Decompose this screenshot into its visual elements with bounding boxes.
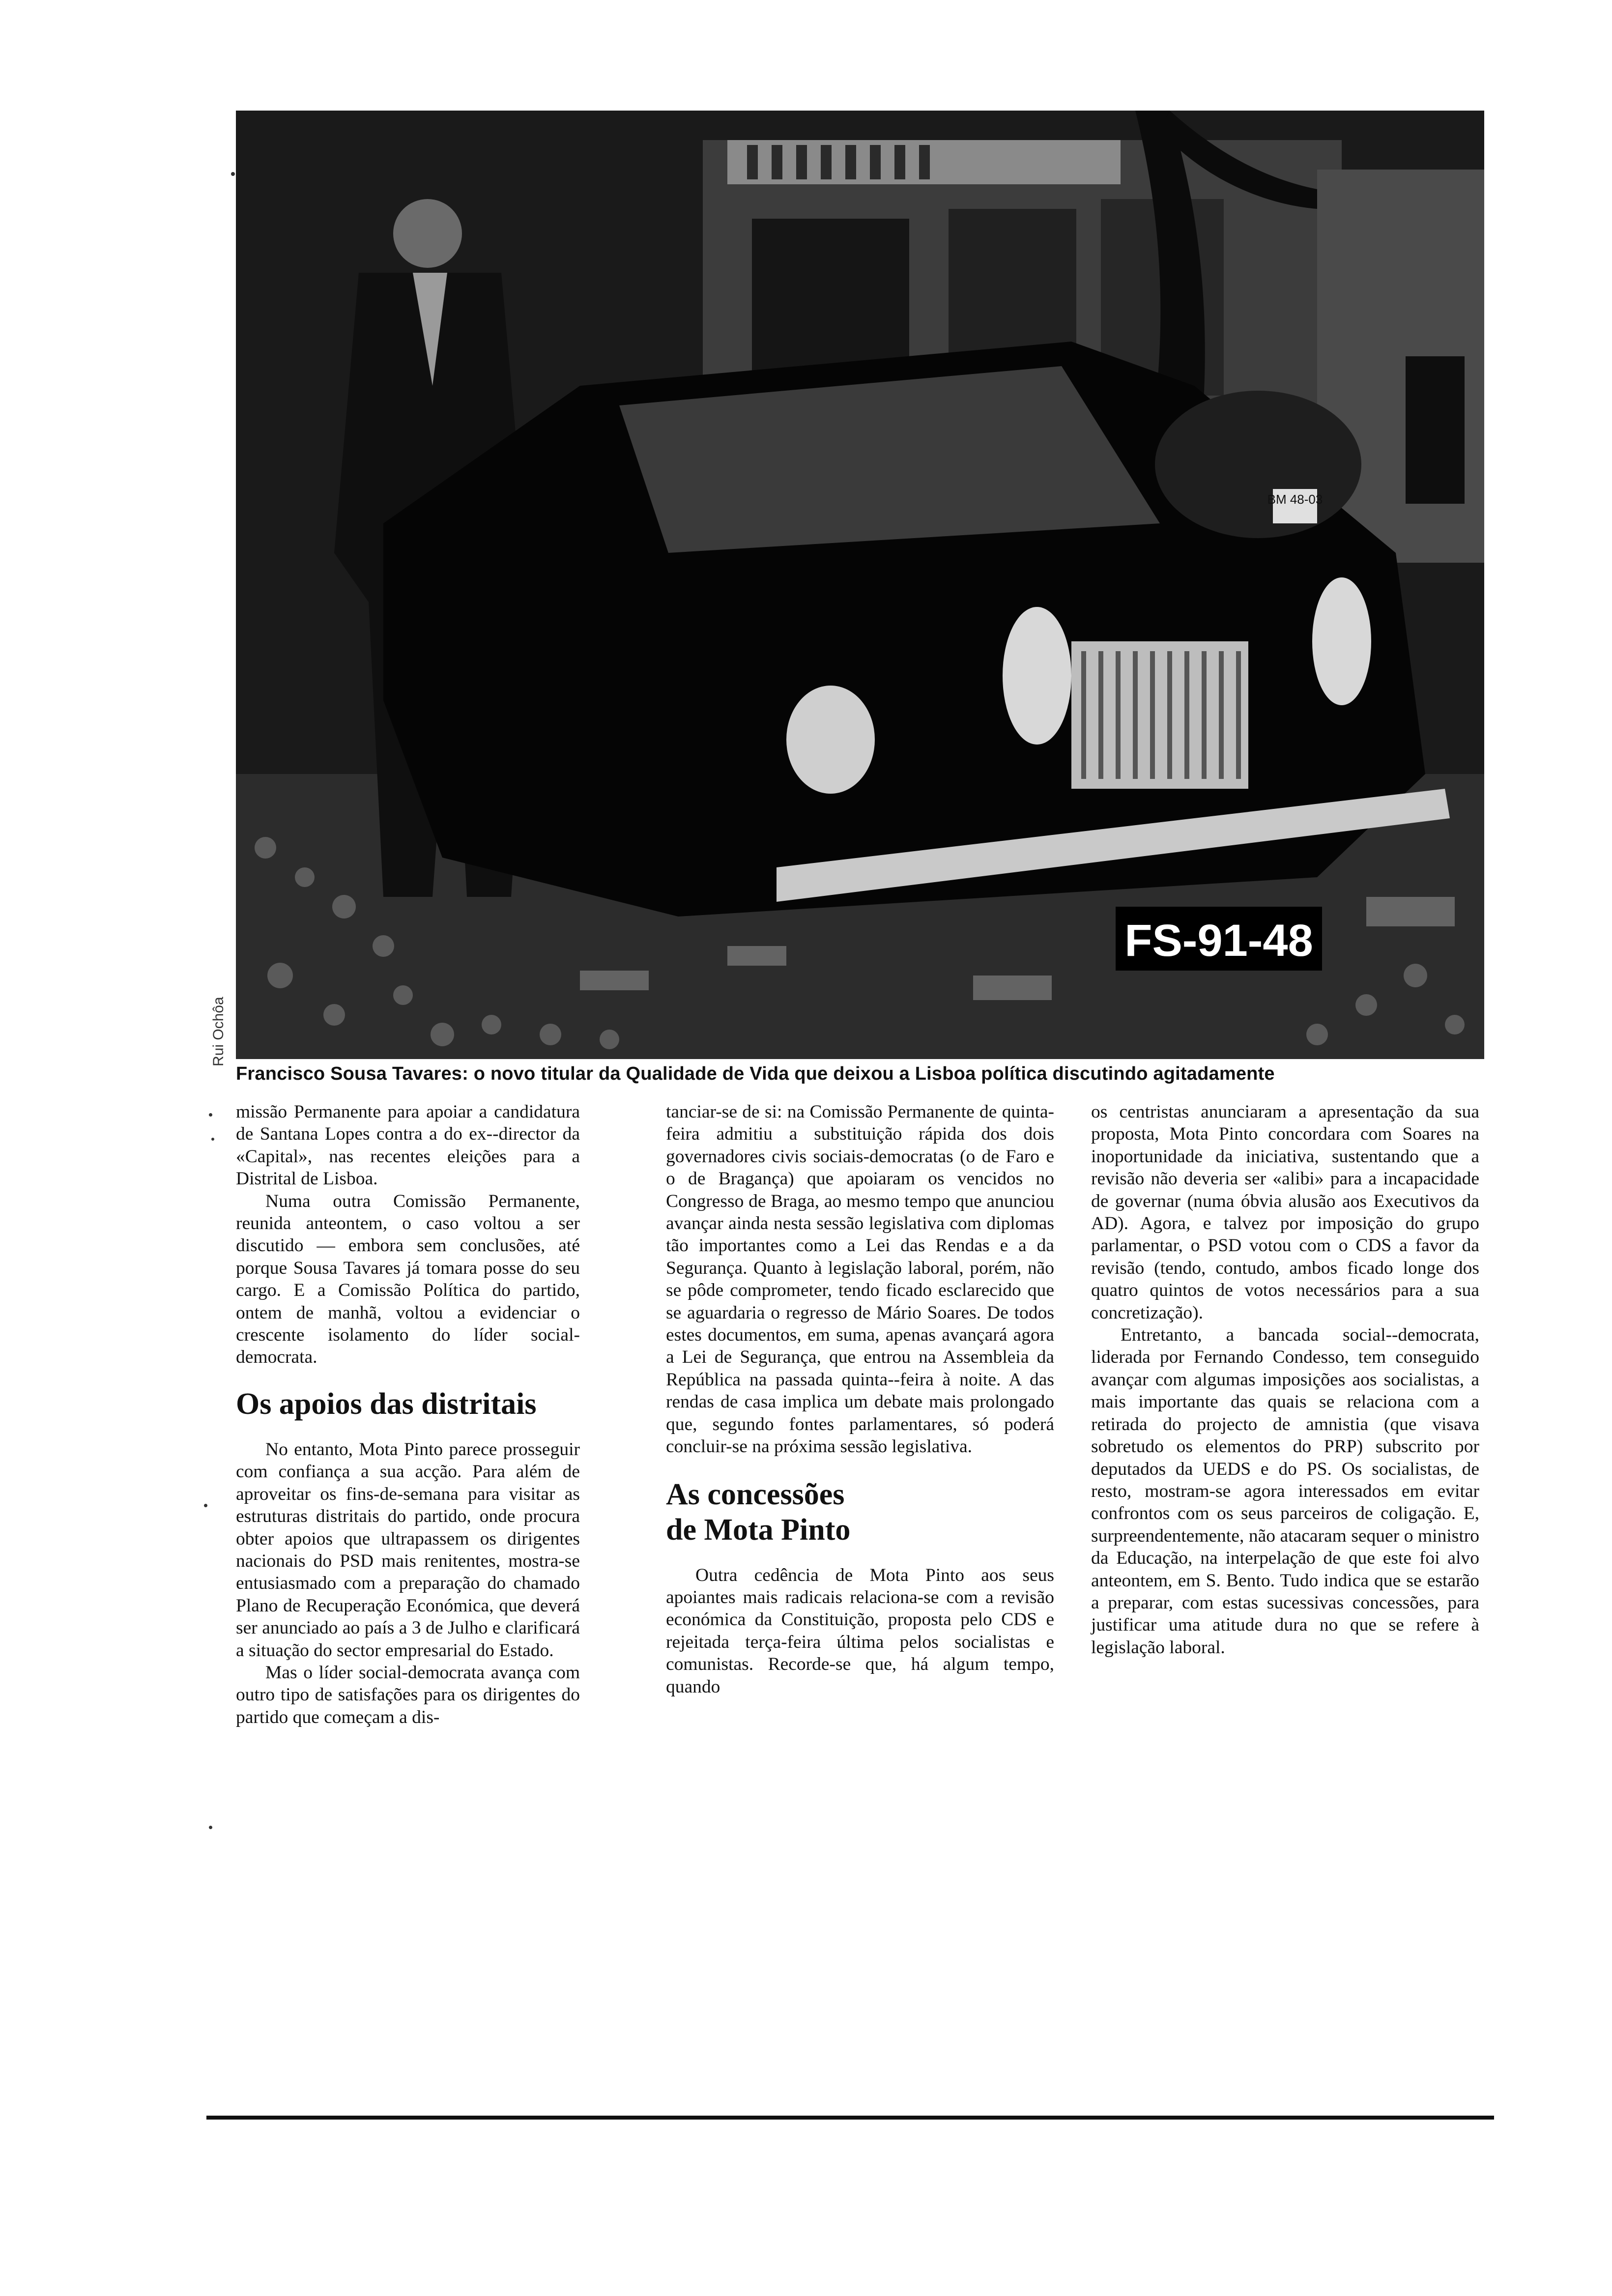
scan-mark <box>211 1138 214 1141</box>
paragraph: Mas o líder social-democrata avança com outro tipo de satisfações para os dirigentes do partido que começam a dis- <box>236 1662 580 1727</box>
paragraph: os centristas anunciaram a apresentação da sua proposta, Mota Pinto concordara com Soares na inoportunidade da iniciativa, sustentando que a revisão não deveria ser «alibi» para a incapacidade de governar (numa óbvia alusão aos Executivos da AD). Agora, e talvez por imposição do grupo parlamentar, o PSD votou com o CDS a favor da revisão (tendo, contudo, ambos ficado longe dos quatro quintos de votos necessários para a sua concretização). <box>1091 1102 1479 1323</box>
subheading-line-2: de Mota Pinto <box>666 1513 851 1547</box>
subheading-line-1: As concessões <box>666 1477 845 1511</box>
bottom-rule <box>206 2116 1494 2120</box>
photo-credit <box>205 924 235 1071</box>
license-plate-text: FS-91-48 <box>1124 916 1313 966</box>
news-photo-car <box>236 111 1484 1059</box>
photo-caption: Francisco Sousa Tavares: o novo titular da Qualidade de Vida que deixou a Lisboa política discutindo agitadamente <box>236 1063 1275 1084</box>
paragraph: No entanto, Mota Pinto parece prosseguir com confiança a sua acção. Para além de aproveitar os fins-de-semana para visitar as estruturas distritais do partido, onde procura obter apoios que ultrapassem os dirigentes nacionais do PSD mais renitentes, mostra-se entusiasmado com a preparação do chamado Plano de Recuperação Económica, que deverá ser anunciado ao país a 3 de Julho e clarificará a situação do sector empresarial do Estado. <box>236 1439 580 1661</box>
photo-illustration <box>236 111 1484 1059</box>
small-plate-text: BM 48-03 <box>1267 492 1323 507</box>
subheading: Os apoios das distritais <box>236 1387 537 1421</box>
article-column-2 <box>666 1101 1054 1698</box>
scan-mark <box>231 172 235 176</box>
paragraph: tanciar-se de si: na Comissão Permanente de quinta-feira admitiu a substituição rápida dos dois governadores civis sociais-democratas (o de Faro e o de Bragança) que apoiaram os vencidos no Congresso de Braga, ao mesmo tempo que anunciou avançar ainda nesta sessão legislativa com diplomas tão importantes como a Lei das Rendas e a da Segurança. Quanto à legislação laboral, porém, não se pôde comprometer, tendo ficado esclarecido que se aguardaria o regresso de Mário Soares. De todos estes documentos, em suma, apenas avançará agora a Lei de Segurança, que entrou na Assembleia da República na passada quinta--feira à noite. A das rendas de casa implica um debate mais prolongado que, segundo fontes parlamentares, só poderá concluir-se na próxima sessão legislativa. <box>666 1102 1054 1457</box>
scan-mark <box>209 1826 212 1829</box>
photo-credit-text: Rui Ochôa <box>210 997 227 1066</box>
paragraph: Outra cedência de Mota Pinto aos seus apoiantes mais radicais relaciona-se com a revisão económica da Constituição, proposta pelo CDS e rejeitada terça-feira última pelos socialistas e comunistas. Recorde-se que, há algum tempo, quando <box>666 1565 1054 1697</box>
article-column-1 <box>236 1101 580 1728</box>
subheading <box>666 1477 1054 1548</box>
paragraph: Numa outra Comissão Permanente, reunida anteontem, o caso voltou a ser discutido — embora sem conclusões, até porque Sousa Tavares já tomara posse do seu cargo. E a Comissão Política do partido, ontem de manhã, voltou a evidenciar o crescente isolamento do líder social-democrata. <box>236 1191 580 1368</box>
article-column-3 <box>1091 1101 1479 1659</box>
paragraph: Entretanto, a bancada social--democrata, liderada por Fernando Condesso, tem conseguido avançar com algumas imposições aos socialistas, a mais importante das quais se relaciona com a retirada do projecto de amnistia (que visava sobretudo os elementos do PRP) subscrito por deputados da UEDS e do PS. Os socialistas, de resto, mostram-se agora interessados em evitar confrontos com os seus parceiros de coligação. E, surpreendentemente, não atacaram sequer o ministro da Educação, na interpelação de que este foi alvo anteontem, em S. Bento. Tudo indica que se estarão a preparar, com estas sucessivas concessões, para justificar uma atitude dura no que se refere à legislação laboral. <box>1091 1325 1479 1658</box>
paragraph: missão Permanente para apoiar a candidatura de Santana Lopes contra a do ex--director da «Capital», nas recentes eleições para a Distrital de Lisboa. <box>236 1102 580 1189</box>
scan-mark <box>209 1113 212 1117</box>
scan-mark <box>204 1504 207 1507</box>
